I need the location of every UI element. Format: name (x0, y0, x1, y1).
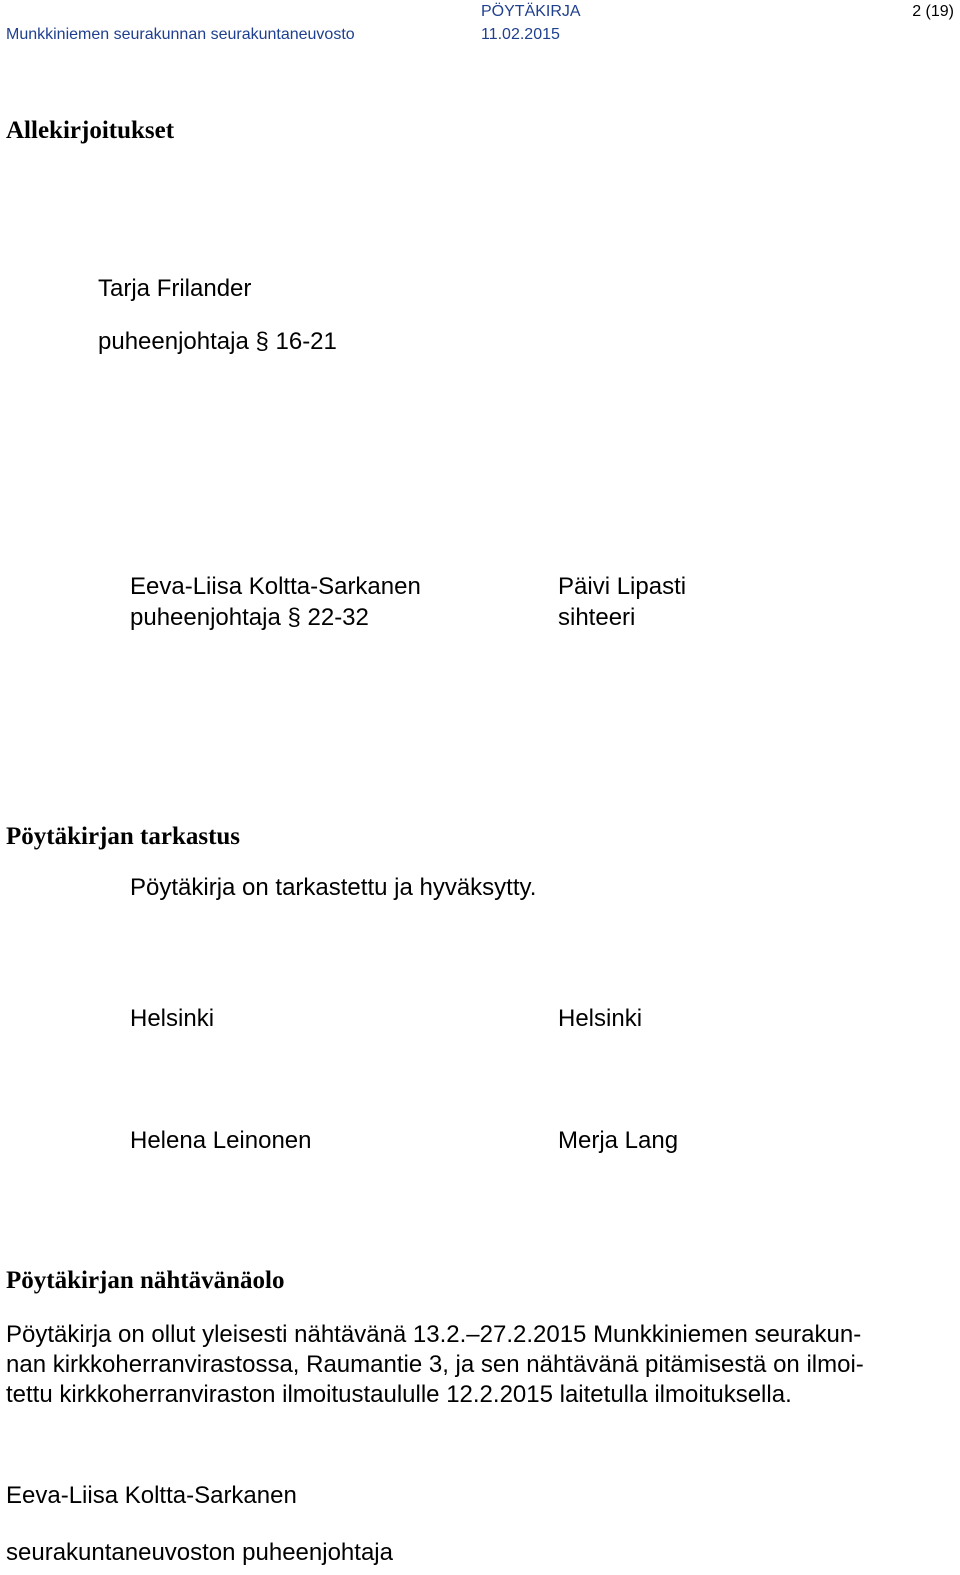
display-paragraph (6, 1320, 956, 1410)
review-place-left: Helsinki (130, 1005, 215, 1032)
chair1-name: Tarja Frilander (98, 275, 252, 302)
signatures-heading: Allekirjoitukset (6, 117, 175, 144)
display-line: Pöytäkirja on ollut yleisesti nähtävänä 13.2.–27.2.2015 Munkkiniemen seurakun- (6, 1321, 862, 1348)
review-heading: Pöytäkirjan tarkastus (6, 823, 241, 850)
display-heading: Pöytäkirjan nähtävänäolo (6, 1267, 285, 1294)
display-signer-name: Eeva-Liisa Koltta-Sarkanen (6, 1482, 297, 1509)
chair2-role: puheenjohtaja § 22-32 (130, 604, 369, 631)
reviewer-left-name: Helena Leinonen (130, 1127, 312, 1154)
secretary-name: Päivi Lipasti (558, 573, 687, 600)
header-date: 11.02.2015 (481, 26, 560, 43)
header-page-number: 2 (19) (912, 3, 954, 20)
header-organization: Munkkiniemen seurakunnan seurakuntaneuvosto (6, 26, 355, 43)
display-line: nan kirkkoherranvirastossa, Raumantie 3, ja sen nähtävänä pitämisestä on ilmoi- (6, 1351, 864, 1378)
display-signer-role: seurakuntaneuvoston puheenjohtaja (6, 1539, 393, 1566)
review-place-right: Helsinki (558, 1005, 643, 1032)
header-doc-type: PÖYTÄKIRJA (481, 3, 581, 20)
reviewer-right-name: Merja Lang (558, 1127, 679, 1154)
chair2-name: Eeva-Liisa Koltta-Sarkanen (130, 573, 421, 600)
chair1-role: puheenjohtaja § 16-21 (98, 328, 337, 355)
review-statement: Pöytäkirja on tarkastettu ja hyväksytty. (130, 874, 537, 901)
display-line: tettu kirkkoherranviraston ilmoitustaululle 12.2.2015 laitetulla ilmoituksella. (6, 1381, 792, 1408)
secretary-role: sihteeri (558, 604, 636, 631)
